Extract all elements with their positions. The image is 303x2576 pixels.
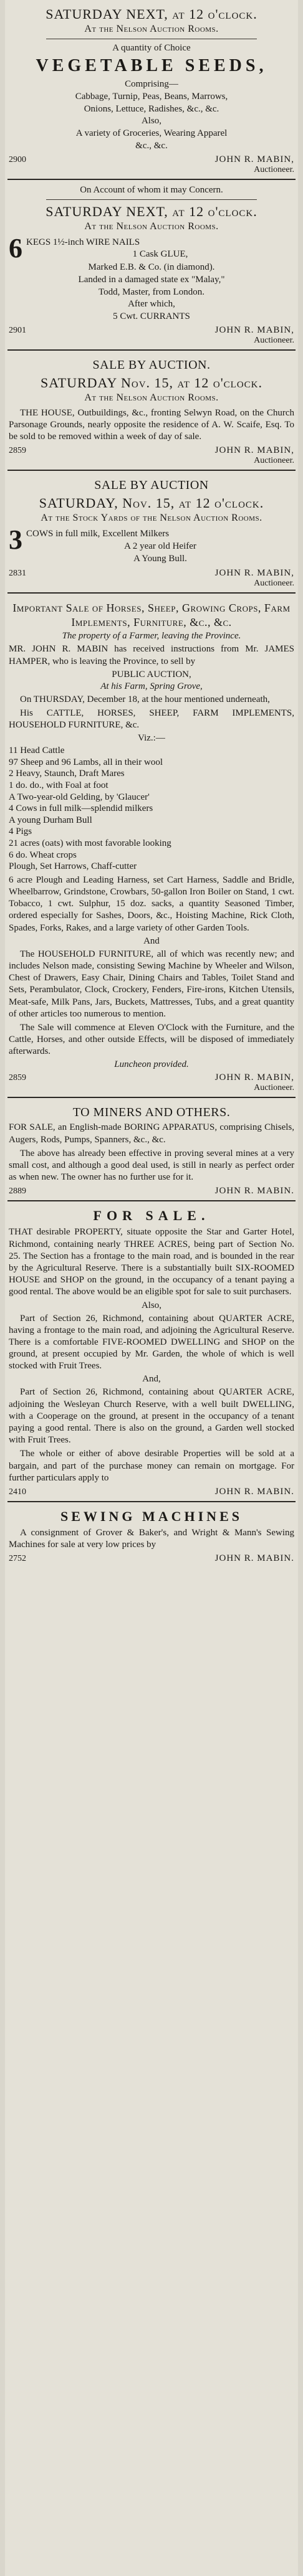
auctioneer-role: Auctioneer. <box>254 456 294 466</box>
ad-intro: On Account of whom it may Concern. <box>80 184 223 195</box>
ad-house-sale <box>7 351 296 471</box>
auctioneer-role: Auctioneer. <box>254 578 294 588</box>
ad-line: Also, <box>141 116 162 126</box>
ad-line: A Young Bull. <box>133 553 187 564</box>
ad-number: 2831 <box>9 568 26 578</box>
ad-subheader: At the Nelson Auction Rooms. <box>84 24 219 34</box>
ad-body: The HOUSEHOLD FURNITURE, all of which was recently new; and includes Nelson made, consisting Sewing Machine by Wheeler and Wilson, Chest of Drawers, Easy Chair, Dining Chairs and Tables, Toilet Stand and Sets, Perambulator, Clock, Crockery, Fenders, Fire-irons, Kitchen Utensils, Meat-safe, Milk Pans, Jars, Buckets, Mattresses, Tubs, and a great quantity of other articles too numerous to mention. <box>9 949 294 1019</box>
ad-title: TO MINERS AND OTHERS. <box>72 1106 231 1120</box>
auctioneer-role: Auctioneer. <box>254 164 294 174</box>
ad-body: Part of Section 26, Richmond, containing about QUARTER ACRE, adjoining the Wesleyan Church Reserve, with a well built DWELLING, with a Cooperage on the ground, at present in the occupancy of a tenant paying a good rental. There is also on the ground, a Garden well stocked with Fruit Trees. <box>9 1387 294 1446</box>
ad-cows-sale <box>7 471 296 593</box>
ad-line: Marked E.B. & Co. (in diamond). <box>88 262 215 272</box>
auctioneer-role: Auctioneer. <box>254 1083 294 1093</box>
ad-property-note: The property of a Farmer, leaving the Province. <box>62 631 241 642</box>
ad-body: His CATTLE, HORSES, SHEEP, FARM IMPLEMENTS, HOUSEHOLD FURNITURE, &c. <box>9 708 294 731</box>
ad-line: KEGS 1½-inch WIRE NAILS <box>26 237 140 247</box>
ad-subheader: At the Nelson Auction Rooms. <box>84 220 219 232</box>
list-item: 97 Sheep and 96 Lambs, all in their wool <box>9 757 163 767</box>
auctioneer-role: Auctioneer. <box>254 335 294 345</box>
list-item: Plough, Set Harrows, Chaff-cutter <box>9 861 137 872</box>
ad-number: 2410 <box>9 1487 26 1497</box>
ad-number: 2901 <box>9 325 26 335</box>
list-item: 6 do. Wheat crops <box>9 850 77 860</box>
ad-public-auction: PUBLIC AUCTION, <box>112 669 191 680</box>
auctioneer-name: JOHN R. MABIN. <box>214 1186 294 1196</box>
ad-luncheon: Luncheon provided. <box>114 1059 189 1070</box>
ad-line: &c., &c. <box>135 140 168 151</box>
ad-header: SATURDAY NEXT, at 12 o'clock. <box>46 203 257 219</box>
auctioneer-name: JOHN R. MABIN, <box>214 154 294 164</box>
list-item: 11 Head Cattle <box>9 746 65 756</box>
ad-line: 1 Cask GLUE, <box>132 249 188 260</box>
ad-body: 6 acre Plough and Leading Harness, set Cart Harness, Saddle and Bridle, Wheelbarrow, Grindstone, Crowbars, 50-gallon Iron Boiler on Stand, 1 cwt. Tobacco, 1 cwt. Sulphur, 15 doz. sacks, a quantity Seasoned Timber, ordered especially for Sashes, Doors, &c., Hoisting Machine, Rick Cloth, Spades, Forks, Rakes, and a large variety of other Garden Tools. <box>9 874 294 933</box>
divider-rule <box>46 199 257 200</box>
ad-body: The whole or either of above desirable Properties will be sold at a bargain, and part of the purchase money can remain on mortgage. For further particulars apply to <box>9 1449 294 1483</box>
auctioneer-name: JOHN R. MABIN, <box>214 567 294 578</box>
ad-location: At his Farm, Spring Grove, <box>100 681 203 691</box>
ad-number: 2900 <box>9 154 26 164</box>
newspaper-column <box>5 0 298 2576</box>
list-item: A young Durham Bull <box>9 815 92 825</box>
drop-cap: 6 <box>9 232 22 263</box>
ad-title: SALE BY AUCTION. <box>92 358 211 372</box>
ad-boring-apparatus <box>7 1098 296 1201</box>
ad-body: THAT desirable PROPERTY, situate opposite the Star and Garter Hotel, Richmond, containing nearly THREE ACRES, being part of Section No. 25. The Section has a frontage to the main road, and is bounded in the rear by the Agricultural Reserve. There is a substantially built SIX-ROOMED HOUSE and SHOP on the ground, in the occupancy of a tenant paying a good rental. The above would be an eligible spot for sale to suit purchasers. <box>9 1227 294 1297</box>
ad-subheader: At the Stock Yards of the Nelson Auction Rooms. <box>41 513 262 524</box>
ad-farm-sale <box>7 594 296 1099</box>
ad-header: SATURDAY Nov. 15, at 12 o'clock. <box>40 374 263 391</box>
ad-body: The Sale will commence at Eleven O'Clock with the Furniture, and the Cattle, Horses, and other outside Effects, will be disposed of immediately afterwards. <box>9 1022 294 1057</box>
drop-cap: 3 <box>9 524 22 556</box>
ad-header: SATURDAY NEXT, at 12 o'clock. <box>46 6 257 22</box>
ad-body: On THURSDAY, December 18, at the hour mentioned underneath, <box>20 694 270 704</box>
auctioneer-name: JOHN R. MABIN, <box>214 1073 294 1083</box>
ad-line: A variety of Groceries, Wearing Apparel <box>75 128 228 138</box>
auctioneer-name: JOHN R. MABIN. <box>214 1486 294 1497</box>
ad-title: FOR SALE. <box>93 1208 210 1224</box>
ad-also: Also, <box>141 1300 162 1310</box>
list-item: 1 do. do., with Foal at foot <box>9 780 108 791</box>
ad-body: MR. JOHN R. MABIN has received instructions from Mr. JAMES HAMPER, who is leaving the Province, to sell by <box>9 644 294 666</box>
ad-and: And <box>143 935 160 946</box>
ad-body: A consignment of Grover & Baker's, and Wright & Mann's Sewing Machines for sale at very low prices by <box>9 1527 294 1550</box>
ad-line: Cabbage, Turnip, Peas, Beans, Marrows, <box>75 91 228 102</box>
ad-line: Comprising— <box>125 79 178 89</box>
ad-line: Onions, Lettuce, Radishes, &c., &c. <box>84 103 219 114</box>
ad-line: A quantity of Choice <box>112 43 191 53</box>
list-item: 21 acres (oats) with most favorable looking <box>9 838 171 849</box>
ad-body: The above has already been effective in proving several mines at a very small cost, and although a good deal used, is still in nearly as perfect order as when new. The owner has no further use for it. <box>9 1148 294 1183</box>
ad-body: FOR SALE, an English-made BORING APPARATUS, comprising Chisels, Augers, Rods, Pumps, Spanners, &c., &c. <box>9 1122 294 1145</box>
ad-line: COWS in full milk, Excellent Milkers <box>26 529 170 539</box>
ad-line: 5 Cwt. CURRANTS <box>113 311 190 321</box>
list-item: 2 Heavy, Staunch, Draft Mares <box>9 769 125 779</box>
ad-body: THE HOUSE, Outbuildings, &c., fronting Selwyn Road, on the Church Parsonage Grounds, nearly opposite the residence of A. W. Scaife, Esq. To be sold to be removed within a week of day of sale. <box>9 407 294 442</box>
auctioneer-name: JOHN R. MABIN. <box>214 1553 294 1564</box>
list-item: A Two-year-old Gelding, by 'Glaucer' <box>9 792 150 802</box>
ad-line: After which, <box>128 299 175 310</box>
ad-title: SALE BY AUCTION <box>94 478 209 493</box>
ad-title: Important Sale of Horses, Sheep, Growing Crops, Farm Implements, Furniture, &c., &c. <box>12 601 291 628</box>
ad-viz: Viz.:— <box>138 733 165 744</box>
ad-vegetable-seeds <box>7 0 296 180</box>
ad-number: 2859 <box>9 446 26 456</box>
ad-body: Part of Section 26, Richmond, containing about QUARTER ACRE, having a frontage to the main road, and adjoining the Agricultural Reserve. There is a comfortable FIVE-ROOMED DWELLING and SHOP on the ground, at present occupied by Mr. Garden, the whole of which is well stocked with Fruit Trees. <box>9 1313 294 1371</box>
ad-number: 2889 <box>9 1186 26 1196</box>
auctioneer-name: JOHN R. MABIN, <box>214 324 294 335</box>
ad-subheader: At the Nelson Auction Rooms. <box>84 392 219 403</box>
list-item: 4 Cows in full milk—splendid milkers <box>9 803 153 814</box>
ad-property-sale <box>7 1201 296 1502</box>
ad-line: Landed in a damaged state ex "Malay," <box>78 274 225 285</box>
ad-sewing-machines <box>7 1502 296 1568</box>
ad-headline: VEGETABLE SEEDS, <box>36 56 267 75</box>
ad-header: SATURDAY, Nov. 15, at 12 o'clock. <box>39 495 264 511</box>
ad-line: Todd, Master, from London. <box>99 286 204 297</box>
ad-and: And, <box>142 1374 161 1385</box>
ad-title: SEWING MACHINES <box>60 1508 243 1524</box>
ad-number: 2752 <box>9 1554 26 1564</box>
ad-line: A 2 year old Heifer <box>124 541 196 552</box>
list-item: 4 Pigs <box>9 826 32 837</box>
ad-wire-nails <box>7 180 296 351</box>
ad-number: 2859 <box>9 1073 26 1083</box>
auctioneer-name: JOHN R. MABIN, <box>214 445 294 456</box>
